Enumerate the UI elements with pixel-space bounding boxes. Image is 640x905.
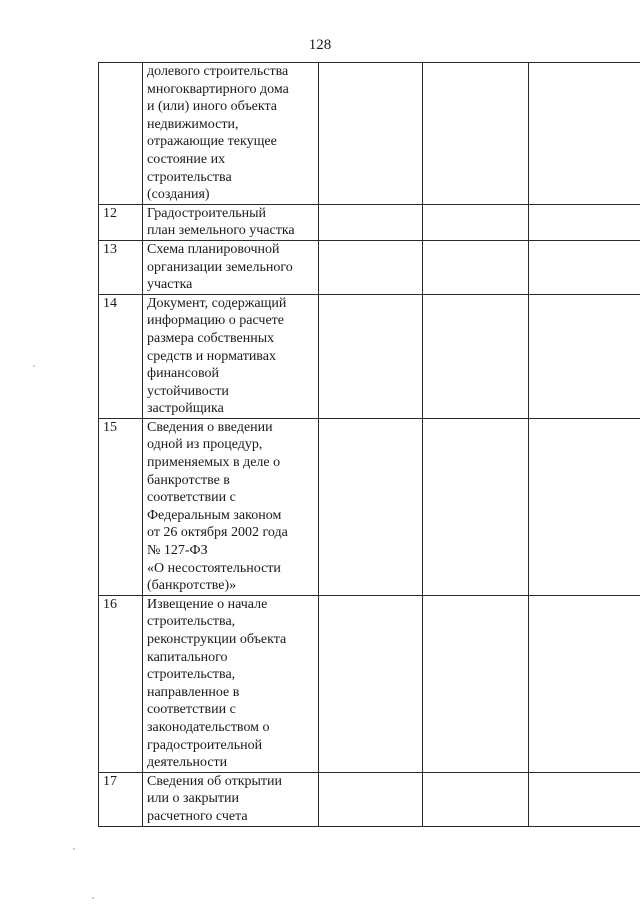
document-table — [98, 62, 640, 827]
row-name-cell — [143, 418, 319, 595]
empty-cell — [319, 294, 423, 418]
table-row — [99, 595, 640, 772]
row-number-cell: 17 — [99, 772, 143, 826]
empty-cell — [319, 418, 423, 595]
empty-cell — [529, 418, 640, 595]
row-name-cell — [143, 294, 319, 418]
table-row — [99, 63, 640, 205]
row-name-text: Сведения о введении одной из процедур, применяемых в деле о банкротстве в соответствии с Федеральным законом от 26 октября 2002 года № 127-ФЗ «О несостоятельности (банкротстве)» — [147, 419, 288, 594]
empty-cell — [319, 63, 423, 205]
row-name-cell — [143, 63, 319, 205]
empty-cell — [319, 595, 423, 772]
scan-speck — [33, 365, 35, 367]
table-row — [99, 418, 640, 595]
row-name-text: долевого строительства многоквартирного дома и (или) иного объекта недвижимости, отражающие текущее состояние их строительства (создания) — [147, 64, 289, 203]
empty-cell — [423, 240, 529, 294]
row-name-text: Сведения об открытии или о закрытии расчетного счета — [147, 773, 283, 824]
empty-cell — [423, 294, 529, 418]
row-name-text: Документ, содержащий информацию о расчете размера собственных средств и нормативах финансовой устойчивости застройщика — [147, 295, 287, 417]
row-number-cell: 14 — [99, 294, 143, 418]
empty-cell — [423, 418, 529, 595]
empty-cell — [529, 204, 640, 240]
empty-cell — [319, 772, 423, 826]
page-number: 128 — [308, 37, 332, 53]
scan-speck — [92, 897, 94, 899]
row-name-text: Извещение о начале строительства, реконструкции объекта капитального строительства, направленное в соответствии с законодательством о градостроительной деятельности — [147, 596, 287, 771]
empty-cell — [529, 240, 640, 294]
empty-cell — [319, 204, 423, 240]
row-number-cell: 16 — [99, 595, 143, 772]
row-name-text: Схема планировочной организации земельного участка — [147, 241, 293, 293]
row-name-cell — [143, 595, 319, 772]
table-row — [99, 204, 640, 240]
row-name-cell — [143, 772, 319, 826]
row-number-cell — [99, 63, 143, 205]
empty-cell — [423, 204, 529, 240]
table-row — [99, 772, 640, 826]
empty-cell — [529, 772, 640, 826]
table-row — [99, 240, 640, 294]
empty-cell — [529, 595, 640, 772]
empty-cell — [423, 595, 529, 772]
row-name-cell — [143, 204, 319, 240]
row-name-cell — [143, 240, 319, 294]
empty-cell — [529, 294, 640, 418]
row-number-cell: 13 — [99, 240, 143, 294]
empty-cell — [529, 63, 640, 205]
empty-cell — [423, 772, 529, 826]
empty-cell — [319, 240, 423, 294]
table-row — [99, 294, 640, 418]
row-number-cell: 15 — [99, 418, 143, 595]
row-name-text: Градостроительный план земельного участка — [147, 205, 295, 239]
scan-speck — [73, 848, 75, 850]
empty-cell — [423, 63, 529, 205]
row-number-cell: 12 — [99, 204, 143, 240]
